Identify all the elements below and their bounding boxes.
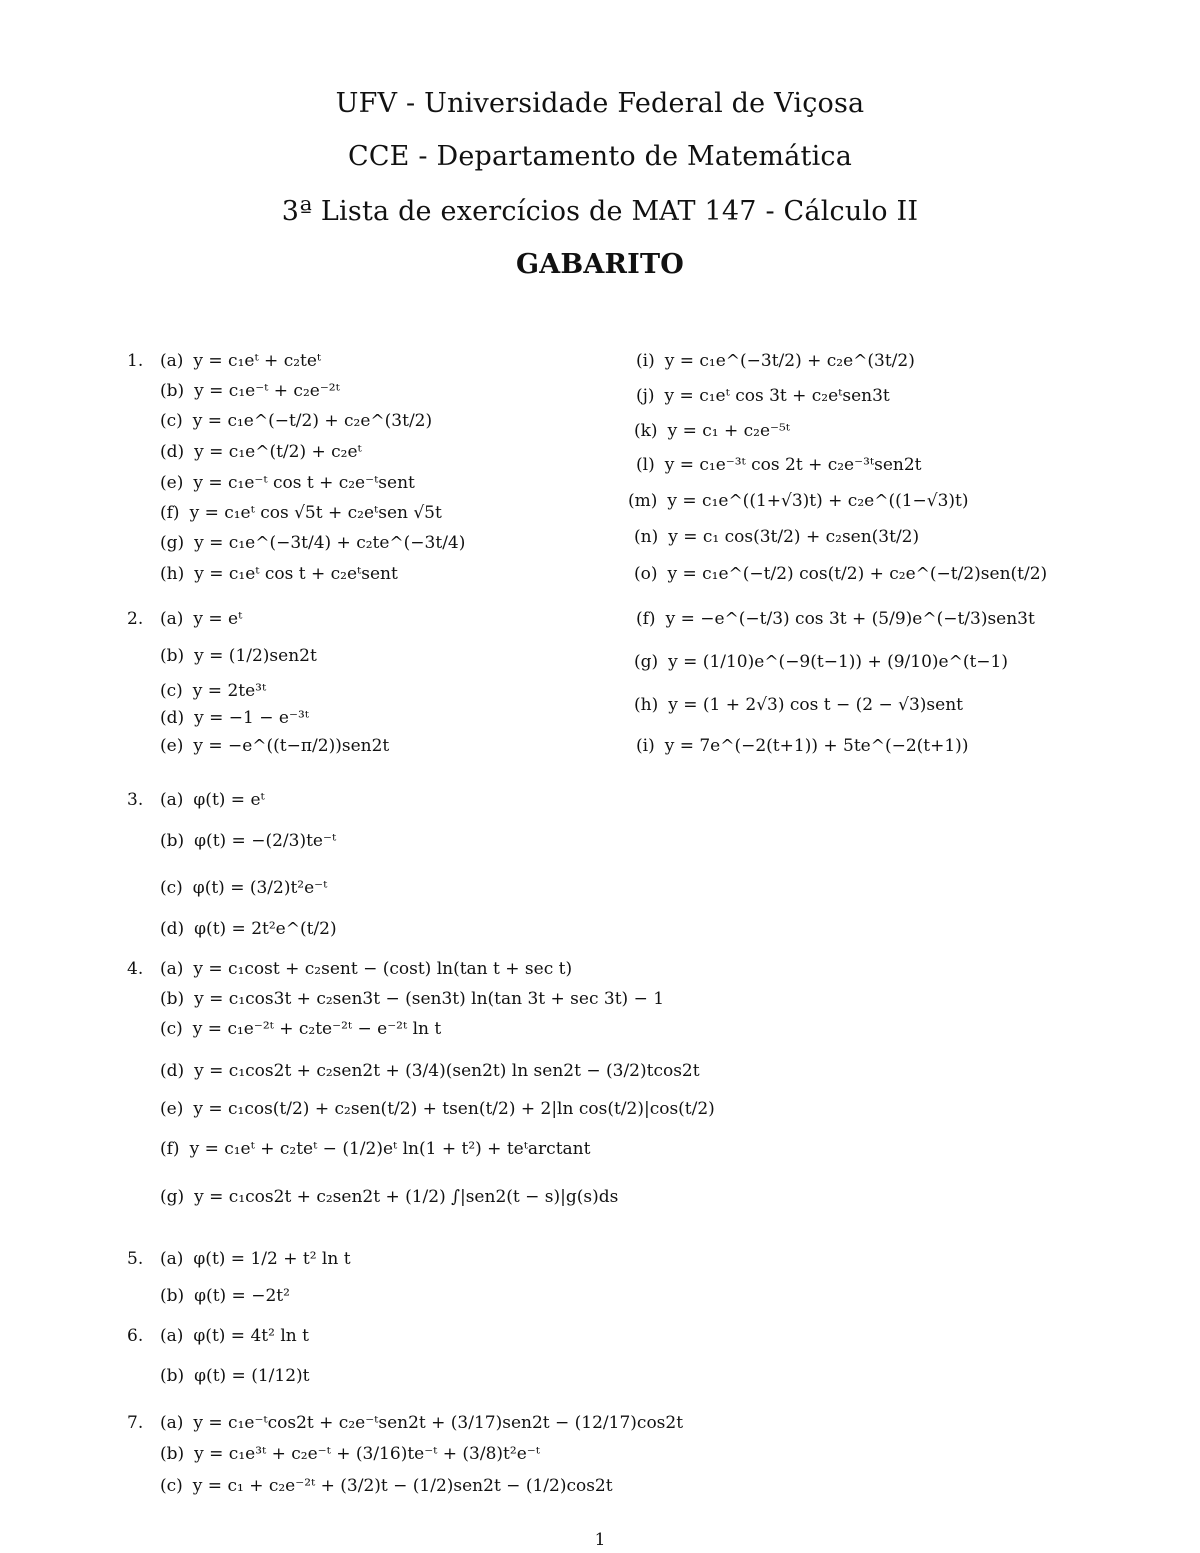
item-label: (g)	[634, 652, 659, 672]
item-equation: φ(t) = (3/2)t²e⁻ᵗ	[192, 878, 328, 898]
item-equation: y = c₁e⁻²ᵗ + c₂te⁻²ᵗ − e⁻²ᵗ ln t	[192, 1019, 442, 1039]
answer-item	[634, 563, 1047, 585]
answer-key-title: GABARITO	[515, 249, 685, 280]
item-equation: y = −e^((t−π/2))sen2t	[193, 736, 390, 756]
answer-item	[160, 1098, 715, 1120]
answer-item	[160, 502, 442, 524]
item-equation: φ(t) = 4t² ln t	[193, 1326, 309, 1346]
item-equation: y = c₁cos2t + c₂sen2t + (1/2) ∫|sen2(t − s)|g(s)ds	[194, 1187, 619, 1207]
department-title: CCE - Departamento de Matemática	[347, 141, 853, 172]
item-equation: y = c₁e⁻ᵗ cos t + c₂e⁻ᵗsent	[193, 473, 415, 493]
item-equation: y = eᵗ	[193, 609, 243, 629]
item-equation: φ(t) = 1/2 + t² ln t	[193, 1249, 351, 1269]
item-label: (m)	[628, 491, 658, 511]
answer-item	[160, 680, 266, 702]
item-equation: y = c₁eᵗ + c₂teᵗ − (1/2)eᵗ ln(1 + t²) + teᵗarctant	[189, 1139, 591, 1159]
item-equation: y = (1 + 2√3) cos t − (2 − √3)sent	[668, 695, 963, 715]
item-label: (d)	[160, 442, 185, 462]
answer-item	[160, 1248, 351, 1270]
answer-item	[160, 441, 362, 463]
item-label: (f)	[160, 503, 180, 523]
answer-item	[160, 735, 389, 757]
item-equation: y = c₁eᵗ cos t + c₂eᵗsent	[194, 564, 398, 584]
answer-item	[160, 410, 432, 432]
answer-item	[160, 563, 398, 585]
item-equation: y = −1 − e⁻³ᵗ	[194, 708, 309, 728]
item-equation: y = c₁e^(−t/2) + c₂e^(3t/2)	[192, 411, 433, 431]
item-label: (b)	[160, 1366, 185, 1386]
answer-item	[160, 1475, 613, 1497]
answer-item	[160, 789, 265, 811]
item-equation: y = (1/10)e^(−9(t−1)) + (9/10)e^(t−1)	[668, 652, 1008, 672]
question-number: 3.	[127, 790, 144, 810]
item-equation: y = c₁eᵗ cos √5t + c₂eᵗsen √5t	[189, 503, 442, 523]
answer-item	[634, 651, 1008, 673]
item-equation: y = c₁e^((1+√3)t) + c₂e^((1−√3)t)	[667, 491, 969, 511]
answer-item	[160, 877, 327, 899]
item-label: (a)	[160, 1326, 184, 1346]
item-label: (h)	[160, 564, 185, 584]
item-equation: φ(t) = −(2/3)te⁻ᵗ	[194, 831, 337, 851]
question-number: 7.	[127, 1413, 144, 1433]
answer-item	[634, 420, 790, 442]
answer-item	[160, 958, 572, 980]
answer-item	[160, 918, 337, 940]
item-label: (n)	[634, 527, 659, 547]
answer-item	[634, 526, 919, 548]
item-label: (b)	[160, 831, 185, 851]
answer-item	[160, 1018, 441, 1040]
item-label: (j)	[636, 386, 655, 406]
item-equation: y = c₁ + c₂e⁻⁵ᵗ	[667, 421, 790, 441]
answer-item	[160, 608, 242, 630]
item-label: (o)	[634, 564, 658, 584]
item-label: (e)	[160, 1099, 184, 1119]
item-label: (c)	[160, 878, 183, 898]
answer-item	[160, 988, 664, 1010]
question-number: 4.	[127, 959, 144, 979]
item-equation: φ(t) = (1/12)t	[194, 1366, 310, 1386]
item-equation: y = c₁e⁻ᵗ + c₂e⁻²ᵗ	[194, 381, 340, 401]
item-label: (g)	[160, 1187, 185, 1207]
answer-item	[636, 608, 1035, 630]
item-equation: y = c₁ cos(3t/2) + c₂sen(3t/2)	[668, 527, 920, 547]
answer-item	[636, 350, 915, 372]
question-number: 5.	[127, 1249, 144, 1269]
item-equation: φ(t) = 2t²e^(t/2)	[194, 919, 337, 939]
item-label: (e)	[160, 473, 184, 493]
item-label: (b)	[160, 1286, 185, 1306]
answer-item	[160, 1412, 683, 1434]
item-equation: y = −e^(−t/3) cos 3t + (5/9)e^(−t/3)sen3t	[665, 609, 1035, 629]
item-label: (b)	[160, 1444, 185, 1464]
answer-item	[160, 830, 336, 852]
answer-item	[160, 380, 340, 402]
item-label: (i)	[636, 351, 655, 371]
item-label: (a)	[160, 959, 184, 979]
answer-item	[160, 1285, 290, 1307]
item-label: (h)	[634, 695, 659, 715]
item-label: (a)	[160, 1249, 184, 1269]
question-number: 6.	[127, 1326, 144, 1346]
list-title: 3ª Lista de exercícios de MAT 147 - Cálculo II	[281, 196, 919, 227]
item-equation: y = c₁e⁻ᵗcos2t + c₂e⁻ᵗsen2t + (3/17)sen2t − (12/17)cos2t	[193, 1413, 684, 1433]
item-equation: y = c₁eᵗ cos 3t + c₂eᵗsen3t	[664, 386, 890, 406]
answer-item	[636, 735, 968, 757]
answer-item	[160, 350, 321, 372]
item-label: (a)	[160, 609, 184, 629]
item-equation: y = c₁e^(t/2) + c₂eᵗ	[194, 442, 362, 462]
item-equation: y = c₁e^(−3t/4) + c₂te^(−3t/4)	[194, 533, 466, 553]
answer-item	[636, 454, 921, 476]
item-label: (f)	[160, 1139, 180, 1159]
item-equation: y = c₁cost + c₂sent − (cost) ln(tan t + sec t)	[193, 959, 573, 979]
item-label: (a)	[160, 1413, 184, 1433]
item-label: (c)	[160, 1476, 183, 1496]
item-label: (g)	[160, 533, 185, 553]
item-label: (k)	[634, 421, 658, 441]
item-label: (c)	[160, 681, 183, 701]
item-equation: φ(t) = eᵗ	[193, 790, 265, 810]
answer-item	[160, 532, 465, 554]
answer-item	[160, 707, 309, 729]
item-label: (f)	[636, 609, 656, 629]
item-label: (b)	[160, 989, 185, 1009]
answer-item	[634, 694, 963, 716]
item-equation: y = c₁e^(−3t/2) + c₂e^(3t/2)	[664, 351, 915, 371]
answer-item	[160, 1365, 309, 1387]
item-equation: y = c₁eᵗ + c₂teᵗ	[193, 351, 322, 371]
item-label: (d)	[160, 1061, 185, 1081]
item-equation: y = c₁ + c₂e⁻²ᵗ + (3/2)t − (1/2)sen2t − (1/2)cos2t	[192, 1476, 613, 1496]
answer-item	[160, 1060, 700, 1082]
answer-item	[636, 385, 890, 407]
item-label: (i)	[636, 736, 655, 756]
question-number: 1.	[127, 351, 144, 371]
item-equation: φ(t) = −2t²	[194, 1286, 290, 1306]
university-title: UFV - Universidade Federal de Viçosa	[335, 88, 865, 119]
item-label: (c)	[160, 1019, 183, 1039]
item-label: (d)	[160, 708, 185, 728]
answer-item	[160, 472, 415, 494]
page-number: 1	[594, 1530, 606, 1550]
answer-item	[160, 1186, 618, 1208]
answer-item	[160, 1325, 309, 1347]
item-equation: y = c₁e⁻³ᵗ cos 2t + c₂e⁻³ᵗsen2t	[664, 455, 922, 475]
answer-item	[160, 1138, 590, 1160]
item-equation: y = 2te³ᵗ	[192, 681, 267, 701]
item-label: (c)	[160, 411, 183, 431]
answer-item	[160, 645, 317, 667]
answer-item	[628, 490, 969, 512]
item-equation: y = 7e^(−2(t+1)) + 5te^(−2(t+1))	[664, 736, 969, 756]
item-equation: y = c₁e³ᵗ + c₂e⁻ᵗ + (3/16)te⁻ᵗ + (3/8)t²e⁻ᵗ	[194, 1444, 540, 1464]
item-label: (l)	[636, 455, 655, 475]
item-equation: y = c₁cos(t/2) + c₂sen(t/2) + tsen(t/2) + 2|ln cos(t/2)|cos(t/2)	[193, 1099, 715, 1119]
question-number: 2.	[127, 609, 144, 629]
item-equation: y = c₁cos2t + c₂sen2t + (3/4)(sen2t) ln sen2t − (3/2)tcos2t	[194, 1061, 700, 1081]
item-label: (e)	[160, 736, 184, 756]
item-label: (a)	[160, 790, 184, 810]
item-equation: y = c₁e^(−t/2) cos(t/2) + c₂e^(−t/2)sen(t/2)	[667, 564, 1048, 584]
item-equation: y = c₁cos3t + c₂sen3t − (sen3t) ln(tan 3t + sec 3t) − 1	[194, 989, 665, 1009]
item-label: (b)	[160, 646, 185, 666]
item-label: (b)	[160, 381, 185, 401]
answer-item	[160, 1443, 540, 1465]
item-label: (a)	[160, 351, 184, 371]
item-equation: y = (1/2)sen2t	[194, 646, 317, 666]
item-label: (d)	[160, 919, 185, 939]
